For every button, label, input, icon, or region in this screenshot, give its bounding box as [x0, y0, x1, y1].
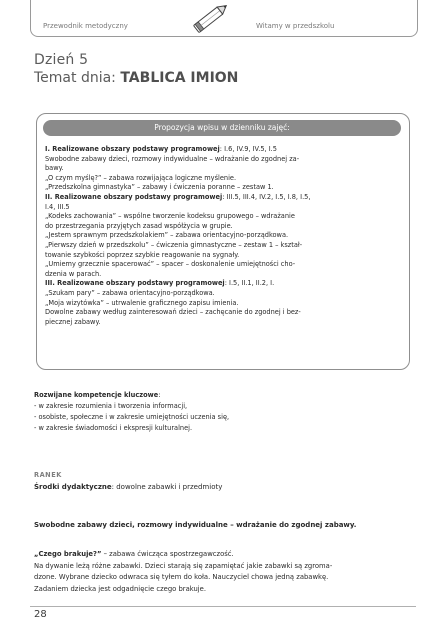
proposal-line: „Pierwszy dzień w przedszkolu” – ćwiczenia gimnastyczne – zestaw 1 – kształ- [45, 240, 303, 249]
proposal-line: „Kodeks zachowania” – wspólne tworzenie kodeksu grupowego – wdrażanie [45, 212, 295, 221]
journal-proposal-box [36, 113, 410, 370]
proposal-line: towanie szybkości poprzez szybkie reagowanie na sygnały. [45, 250, 240, 259]
competence-item: - w zakresie świadomości i ekspresji kulturalnej. [34, 424, 193, 432]
game-line: dzone. Wybrane dziecko odwraca się tyłem do koła. Nauczyciel chowa jedną zabawkę. [34, 573, 329, 581]
header-left-text: Przewodnik metodyczny [43, 22, 128, 30]
topic-title [34, 70, 238, 86]
teaching-aids: Środki dydaktyczne: dowolne zabawki i przedmioty [34, 483, 223, 491]
footer-divider [30, 606, 416, 607]
day-title: Dzień 5 [34, 52, 89, 68]
proposal-line: „Przedszkolna gimnastyka” – zabawy i ćwiczenia poranne – zestaw 1. [45, 183, 274, 192]
proposal-line: „O czym myślę?” – zabawa rozwijająca logiczne myślenie. [45, 173, 237, 182]
proposal-line: I.4, III.5 [45, 202, 70, 211]
proposal-line: dzenia w parach. [45, 269, 102, 278]
competence-item: - osobiste, społeczne i w zakresie umiejętności uczenia się, [34, 413, 230, 421]
proposal-header: Propozycja wpisu w dzienniku zajęć: [43, 120, 401, 136]
topic-label: Temat dnia: [34, 70, 116, 86]
ranek-heading: RANEK [34, 471, 62, 479]
section-1-heading: I. Realizowane obszary podstawy programowej: I.6, IV.9, IV.5, I.5 [45, 145, 277, 153]
section-2-heading: II. Realizowane obszary podstawy programowej: III.5, III.4, IV.2, I.5, I.8, I.5, [45, 192, 311, 201]
game-line: Na dywanie leżą różne zabawki. Dzieci starają się zapamiętać jakie zabawki są zgroma- [34, 561, 333, 570]
free-play-line: Swobodne zabawy dzieci, rozmowy indywidualne – wdrażanie do zgodnej zabawy. [34, 521, 357, 529]
page-number: 28 [34, 609, 47, 620]
game-line: Zadaniem dziecka jest odgadnięcie czego brakuje. [34, 584, 206, 593]
proposal-line: piecznej zabawy. [45, 317, 101, 326]
proposal-line: Dowolne zabawy według zainteresowań dzieci – zachęcanie do zgodnej i bez- [45, 308, 301, 317]
game-description [34, 549, 416, 595]
proposal-content [45, 145, 395, 327]
pencil-icon [186, 0, 234, 38]
topic-value: TABLICA IMION [120, 70, 239, 86]
proposal-line: bawy. [45, 164, 64, 173]
proposal-line: „Umiemy grzecznie spacerować” – spacer – doskonalenie umiejętności cho- [45, 260, 296, 269]
header-right-text: Witamy w przedszkolu [256, 22, 335, 30]
competence-item: - w zakresie rozumienia i tworzenia informacji, [34, 402, 188, 410]
competences-title: Rozwijane kompetencje kluczowe: [34, 391, 161, 399]
competences-section [34, 390, 414, 434]
proposal-line: „Jestem sprawnym przedszkolakiem” – zabawa orientacyjno-porządkowa. [45, 231, 289, 240]
section-3-heading: III. Realizowane obszary podstawy programowej: I.5, II.1, II.2, I. [45, 279, 275, 288]
game-title: „Czego brakuje?” – zabawa ćwicząca spostrzegawczość. [34, 550, 234, 558]
proposal-line: do przestrzegania przyjętych zasad współżycia w grupie. [45, 221, 233, 230]
proposal-line: „Moja wizytówka” – utrwalenie graficznego zapisu imienia. [45, 298, 239, 307]
proposal-line: „Szukam pary” – zabawa orientacyjno-porządkowa. [45, 288, 215, 297]
proposal-line: Swobodne zabawy dzieci, rozmowy indywidualne – wdrażanie do zgodnej za- [45, 154, 300, 163]
